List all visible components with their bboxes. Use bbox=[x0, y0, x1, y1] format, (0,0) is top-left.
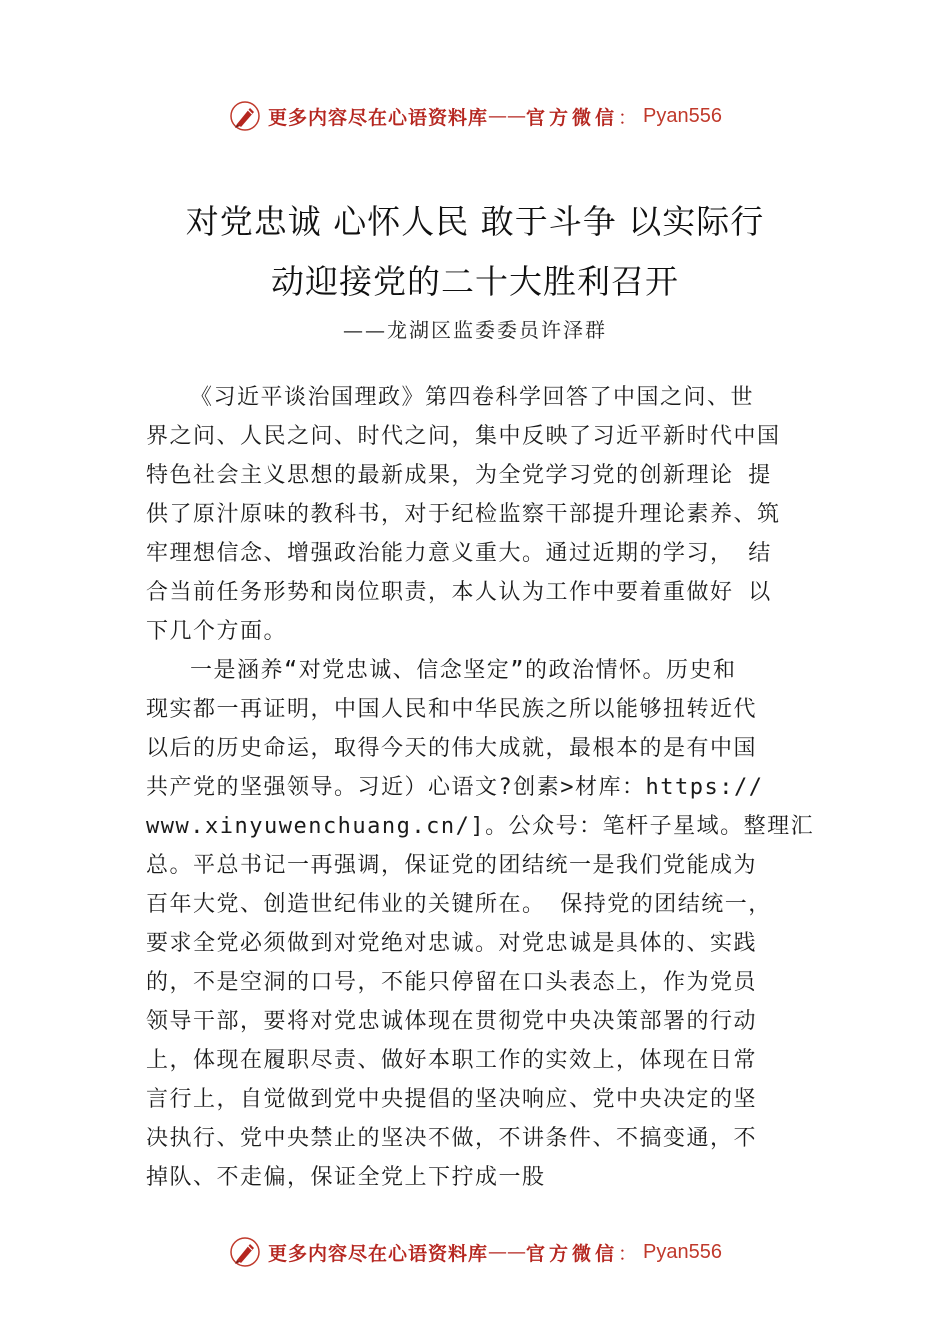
footer-banner bbox=[0, 1232, 950, 1272]
paragraph-1-line: 供了原汁原味的教科书，对于纪检监察干部提升理论素养、筑 bbox=[146, 502, 781, 527]
paragraph-1-line: 特色社会主义思想的最新成果，为全党学习党的创新理论 提 bbox=[146, 463, 772, 488]
banner-colon: ： bbox=[618, 1243, 638, 1265]
paragraph-2-line: 共产党的坚强领导。习近）心语文?创素>材库：https:// bbox=[146, 775, 764, 800]
banner-wechat-id: Pyan556 bbox=[643, 104, 722, 127]
paragraph-2-line: 的，不是空洞的口号，不能只停留在口头表态上，作为党员 bbox=[146, 970, 758, 995]
pen-logo-icon bbox=[228, 99, 262, 133]
paragraph-2-line: 现实都一再证明，中国人民和中华民族之所以能够扭转近代 bbox=[146, 697, 758, 722]
paragraph-2-line: 决执行、党中央禁止的坚决不做，不讲条件、不搞变通，不 bbox=[146, 1126, 758, 1151]
paragraph-1-line: 《习近平谈治国理政》第四卷科学回答了中国之问、世 bbox=[190, 385, 755, 410]
paragraph-1-line: 下几个方面。 bbox=[146, 619, 288, 644]
banner-main-text: 更多内容尽在心语资料库 bbox=[267, 106, 488, 129]
banner-main-text: 更多内容尽在心语资料库 bbox=[267, 1242, 488, 1265]
paragraph-2-line: 要求全党必须做到对党绝对忠诚。对党忠诚是具体的、实践 bbox=[146, 931, 758, 956]
banner-wechat-label: 官方微信 bbox=[526, 106, 619, 129]
paragraph-2-line: 一是涵养“对党忠诚、信念坚定”的政治情怀。历史和 bbox=[190, 658, 737, 683]
banner-colon: ： bbox=[618, 107, 638, 129]
paragraph-2-line: 领导干部，要将对党忠诚体现在贯彻党中央决策部署的行动 bbox=[146, 1009, 758, 1034]
banner-dash: —— bbox=[488, 105, 526, 127]
banner-dash: —— bbox=[488, 1241, 526, 1263]
paragraph-1-line: 界之问、人民之问、时代之问，集中反映了习近平新时代中国 bbox=[146, 424, 781, 449]
paragraph-2-line: 总。平总书记一再强调，保证党的团结统一是我们党能成为 bbox=[146, 853, 758, 878]
pen-logo-icon bbox=[228, 1235, 262, 1269]
title-line-2: 动迎接党的二十大胜利召开 bbox=[271, 262, 679, 301]
paragraph-2-line: 言行上，自觉做到党中央提倡的坚决响应、党中央决定的坚 bbox=[146, 1087, 758, 1112]
paragraph-2-line: www.xinyuwenchuang.cn/]。公众号：笔杆子星域。整理汇 bbox=[146, 814, 814, 839]
paragraph-1-line: 牢理想信念、增强政治能力意义重大。通过近期的学习， 结 bbox=[146, 541, 772, 566]
title-line-1: 对党忠诚 心怀人民 敢于斗争 以实际行 bbox=[185, 202, 765, 241]
paragraph-2-line: 上，体现在履职尽责、做好本职工作的实效上，体现在日常 bbox=[146, 1048, 758, 1073]
banner-wechat-label: 官方微信 bbox=[526, 1242, 619, 1265]
paragraph-2-line: 百年大党、创造世纪伟业的关键所在。 保持党的团结统一， bbox=[146, 892, 772, 917]
author-subtitle: ——龙湖区监委委员许泽群 bbox=[343, 318, 607, 342]
paragraph-1-line: 合当前任务形势和岗位职责，本人认为工作中要着重做好 以 bbox=[146, 580, 772, 605]
paragraph-2-line: 以后的历史命运，取得今天的伟大成就，最根本的是有中国 bbox=[146, 736, 758, 761]
banner-wechat-id: Pyan556 bbox=[643, 1240, 722, 1263]
header-banner bbox=[0, 96, 950, 136]
paragraph-2-line: 掉队、不走偏，保证全党上下拧成一股 bbox=[146, 1165, 546, 1190]
article-body bbox=[146, 378, 814, 1197]
